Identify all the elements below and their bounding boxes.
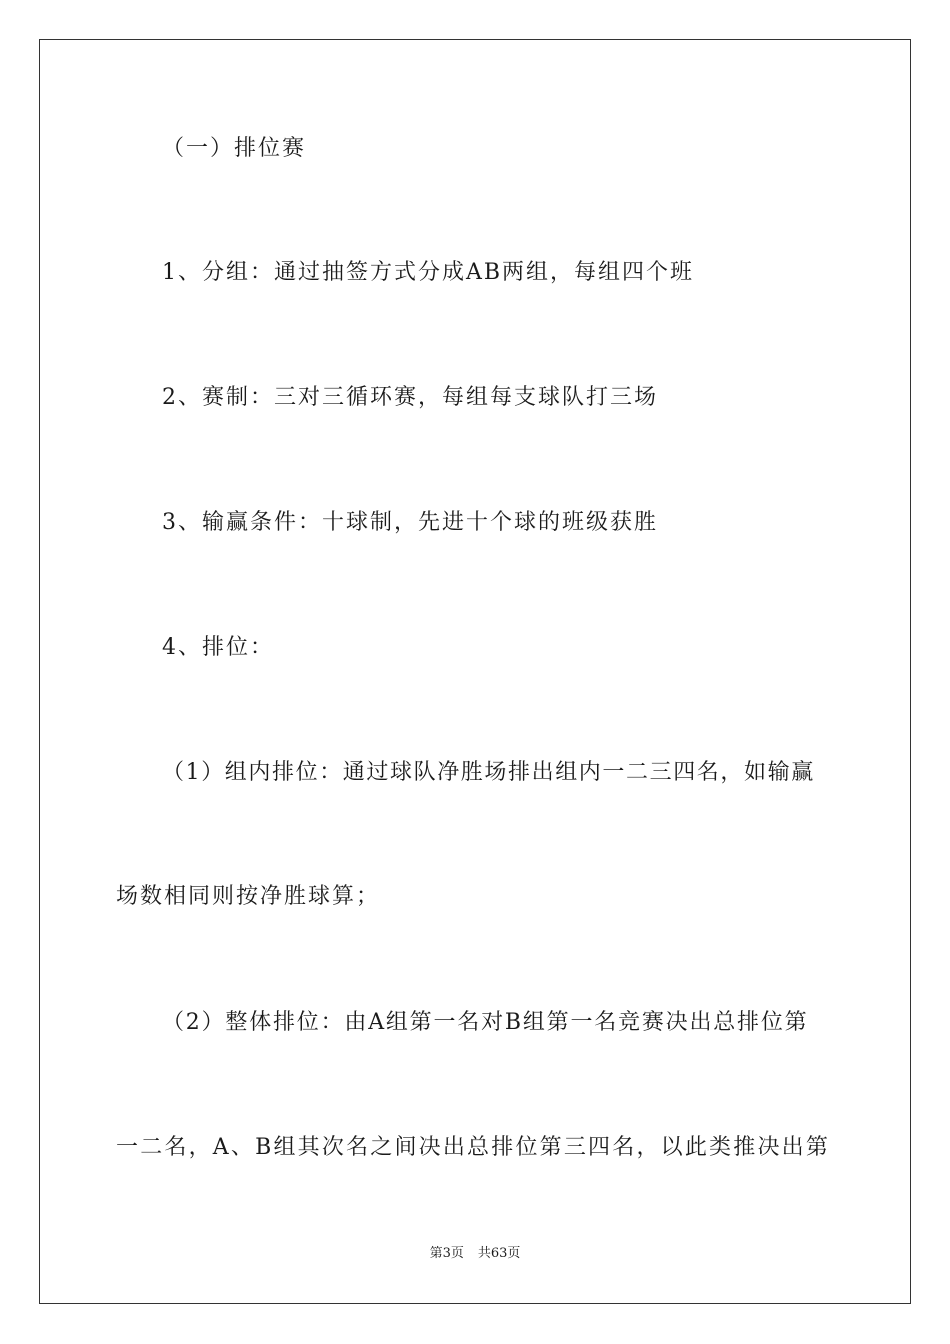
section-heading: （一）排位赛 xyxy=(162,136,307,161)
paragraph-group-ranking: （1）组内排位：通过球队净胜场排出组内一二三四名，如输赢 xyxy=(162,760,815,785)
page-total: 共63页 xyxy=(477,1246,521,1261)
page-number: 第3页 xyxy=(429,1246,464,1261)
page-border xyxy=(39,39,911,1304)
page-footer xyxy=(0,1245,950,1263)
paragraph-format: 2、赛制：三对三循环赛，每组每支球队打三场 xyxy=(162,385,658,410)
paragraph-group-ranking-cont: 场数相同则按净胜球算； xyxy=(116,884,381,909)
paragraph-ranking: 4、排位： xyxy=(162,635,274,660)
paragraph-win-condition: 3、输赢条件：十球制，先进十个球的班级获胜 xyxy=(162,510,658,535)
paragraph-grouping: 1、分组：通过抽签方式分成AB两组，每组四个班 xyxy=(162,260,695,285)
paragraph-overall-ranking-cont: 一二名，A、B组其次名之间决出总排位第三四名，以此类推决出第 xyxy=(116,1135,831,1160)
paragraph-overall-ranking: （2）整体排位：由A组第一名对B组第一名竞赛决出总排位第 xyxy=(162,1010,809,1035)
